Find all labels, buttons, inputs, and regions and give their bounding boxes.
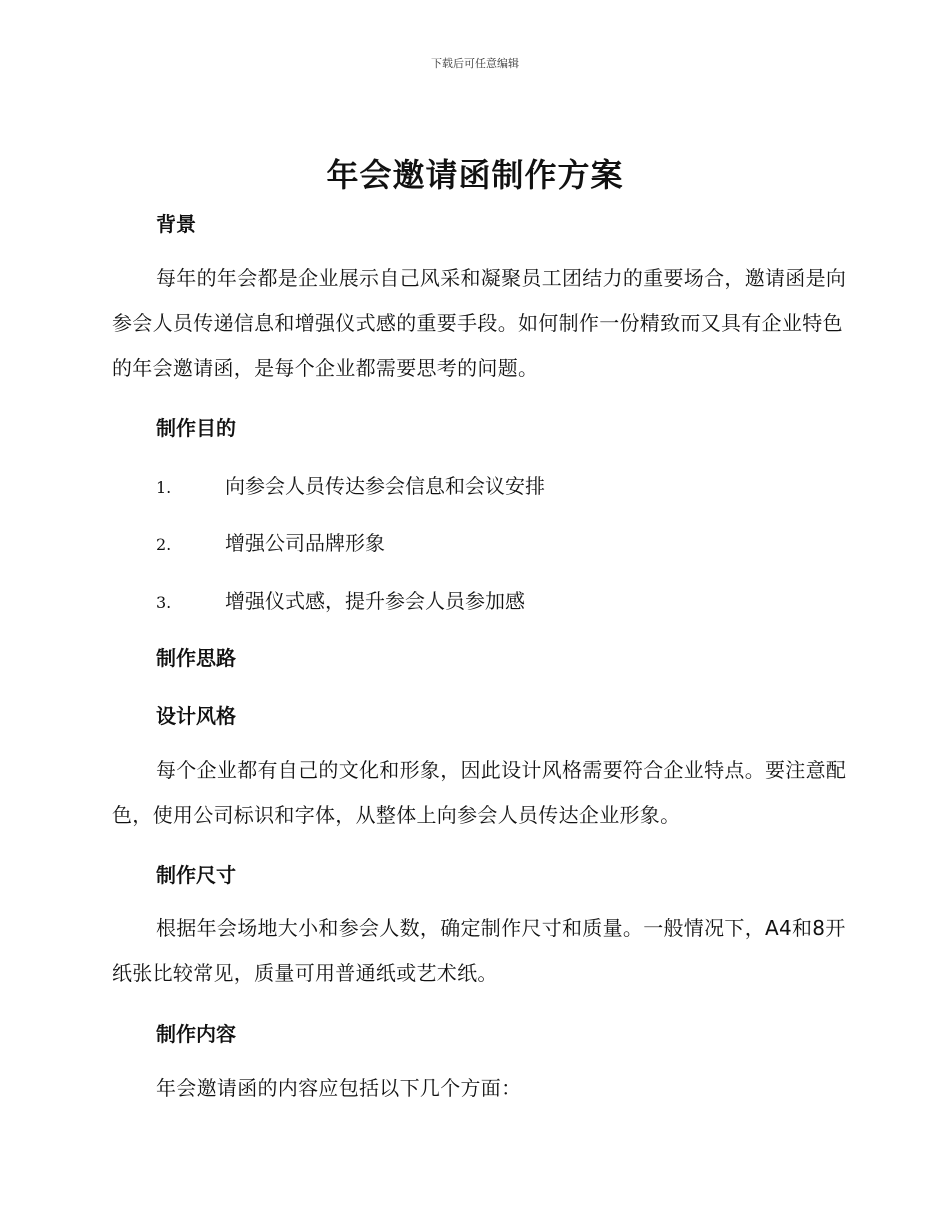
list-item-purpose-3 [156, 585, 525, 614]
heading-purpose: 制作目的 [156, 416, 236, 440]
list-item-number: 1. [156, 478, 172, 497]
paragraph-design-style: 每个企业都有自己的文化和形象，因此设计风格需要符合企业特点。要注意配色，使用公司标识和字体，从整体上向参会人员传达企业形象。 [112, 758, 847, 827]
list-item-purpose-2 [156, 527, 385, 556]
document-title: 年会邀请函制作方案 [326, 156, 624, 194]
list-item-text: 增强公司品牌形象 [225, 531, 385, 555]
list-item-text: 向参会人员传达参会信息和会议安排 [225, 474, 545, 498]
paragraph-size: 根据年会场地大小和参会人数，确定制作尺寸和质量。一般情况下，A4和8开纸张比较常见，质量可用普通纸或艺术纸。 [112, 916, 846, 985]
heading-background: 背景 [156, 212, 196, 236]
list-item-number: 2. [156, 535, 172, 554]
list-item-purpose-1 [156, 470, 545, 499]
list-item-text: 增强仪式感，提升参会人员参加感 [225, 589, 525, 613]
header-note: 下载后可任意编辑 [431, 57, 519, 70]
paragraph-background: 每年的年会都是企业展示自己风采和凝聚员工团结力的重要场合，邀请函是向参会人员传递信息和增强仪式感的重要手段。如何制作一份精致而又具有企业特色的年会邀请函，是每个企业都需要思考的问题。 [112, 266, 847, 380]
paragraph-content: 年会邀请函的内容应包括以下几个方面： [156, 1076, 522, 1100]
heading-approach: 制作思路 [156, 646, 236, 670]
heading-content: 制作内容 [156, 1022, 236, 1046]
heading-size: 制作尺寸 [156, 863, 236, 887]
list-item-number: 3. [156, 593, 172, 612]
heading-design-style: 设计风格 [156, 704, 236, 728]
